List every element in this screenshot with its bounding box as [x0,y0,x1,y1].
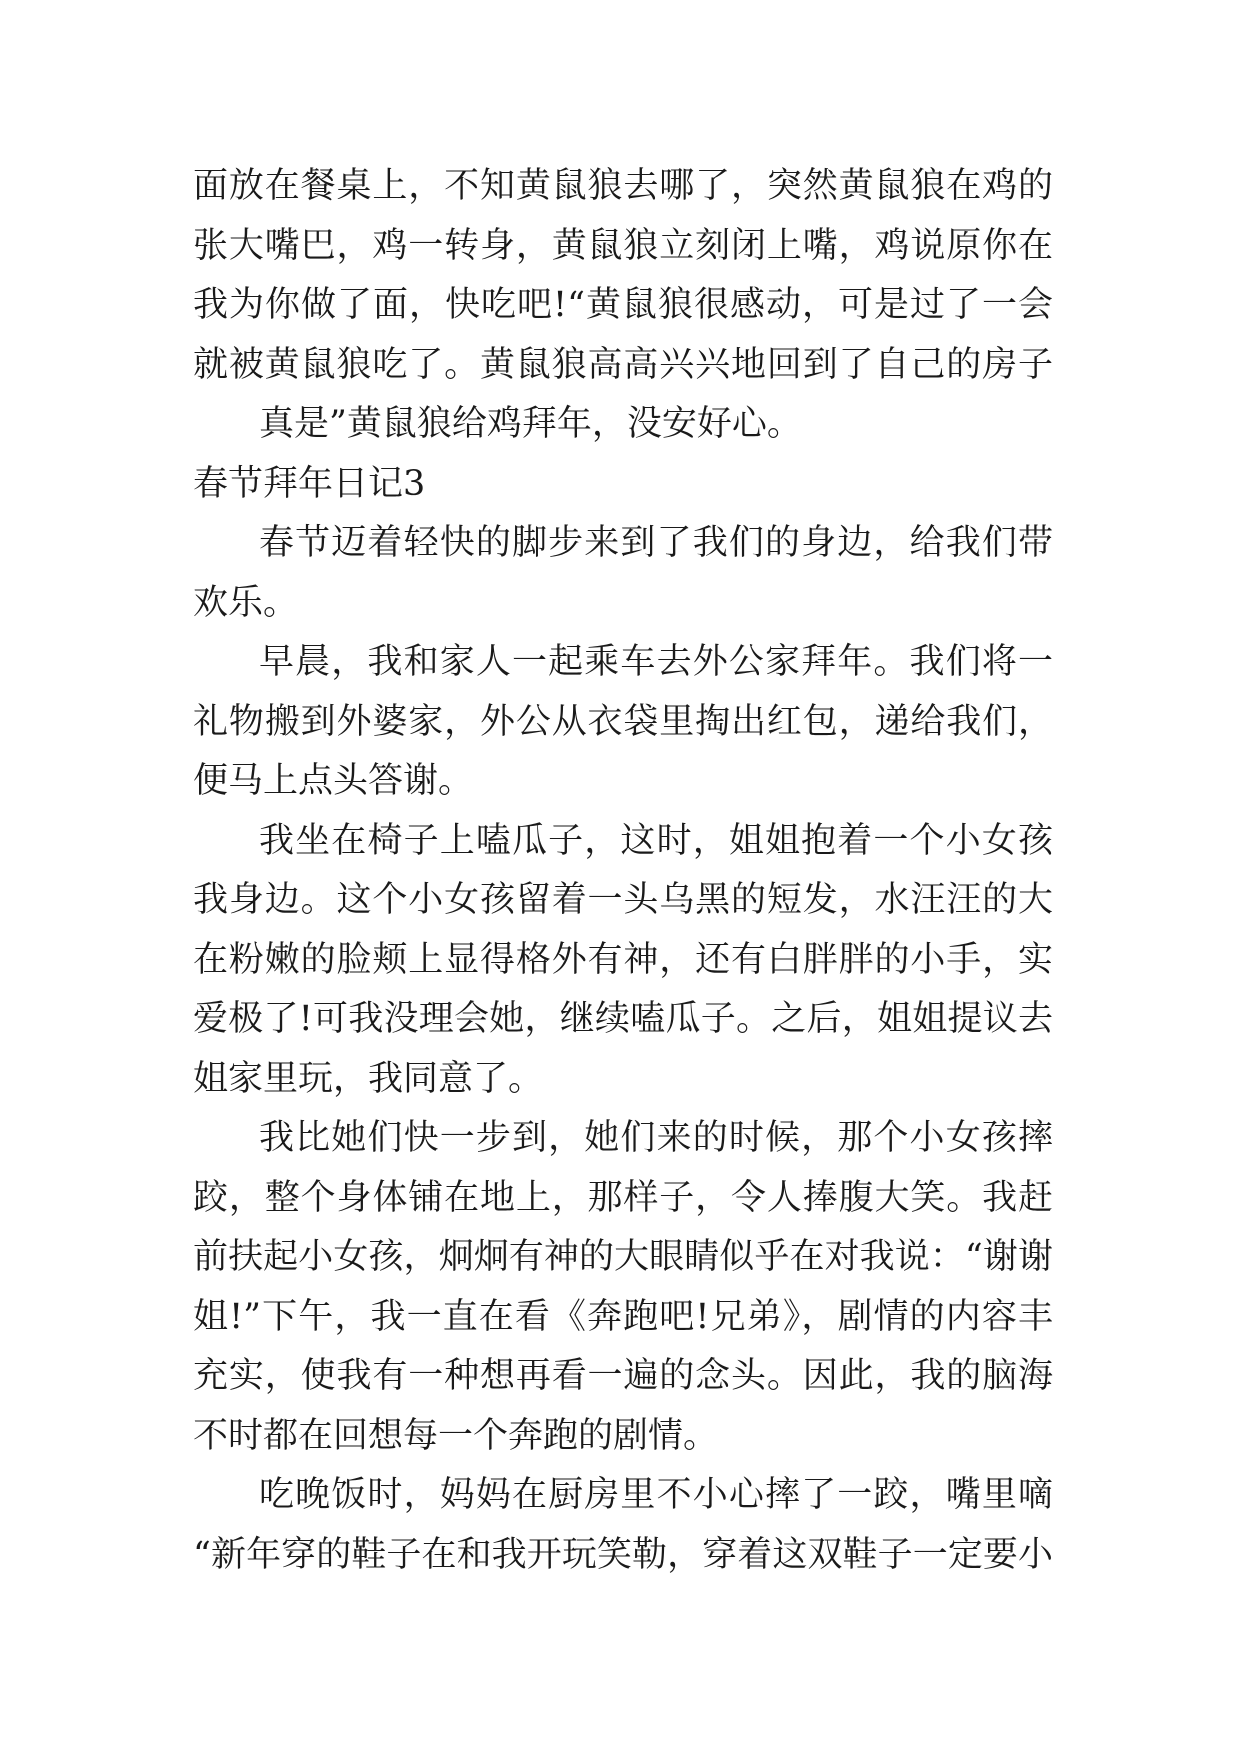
text-line: 姐家里玩，我同意了。 [193,1058,544,1099]
text-line: 充实，使我有一种想再看一遍的念头。因此，我的脑海 [193,1356,1053,1396]
text-line: 便马上点头答谢。 [193,761,474,801]
text-line: 爱极了!可我没理会她，继续嗑瓜子。之后，姐姐提议去 [193,999,1053,1039]
text-line: 早晨，我和家人一起乘车去外公家拜年。我们将一 [259,642,1053,682]
text-line: 不时都在回想每一个奔跑的剧情。 [193,1415,719,1456]
text-line: 礼物搬到外婆家，外公从衣袋里掏出红包，递给我们， [193,701,1053,742]
text-line: 前扶起小女孩，炯炯有神的大眼睛似乎在对我说：“谢谢 [193,1237,1053,1277]
text-line: 真是”黄鼠狼给鸡拜年，没安好心。 [259,404,802,444]
text-line: 我为你做了面，快吃吧!“黄鼠狼很感动，可是过了一会 [193,285,1053,325]
text-line: 就被黄鼠狼吃了。黄鼠狼高高兴兴地回到了自己的房子 [193,344,1053,385]
text-line: 春节迈着轻快的脚步来到了我们的身边，给我们带 [259,523,1053,563]
text-line: 面放在餐桌上，不知黄鼠狼去哪了，突然黄鼠狼在鸡的 [193,166,1053,206]
text-line: 我比她们快一步到，她们来的时候，那个小女孩摔 [259,1118,1053,1158]
text-line: 吃晚饭时，妈妈在厨房里不小心摔了一跤，嘴里嘀 [259,1475,1053,1515]
text-line: 我坐在椅子上嗑瓜子，这时，姐姐抱着一个小女孩 [259,820,1053,861]
text-line: 欢乐。 [193,582,299,623]
text-line: 张大嘴巴，鸡一转身，黄鼠狼立刻闭上嘴，鸡说原你在 [193,225,1053,266]
text-line: 姐!”下午，我一直在看《奔跑吧!兄弟》，剧情的内容丰 [193,1296,1053,1337]
document-body [193,157,1053,1585]
text-line: “新年穿的鞋子在和我开玩笑勒，穿着这双鞋子一定要小 [193,1534,1053,1575]
text-line: 在粉嫩的脸颊上显得格外有神，还有白胖胖的小手，实 [193,939,1053,980]
text-line: 我身边。这个小女孩留着一头乌黑的短发，水汪汪的大 [193,880,1053,920]
text-line: 跤，整个身体铺在地上，那样子，令人捧腹大笑。我赶 [193,1177,1053,1218]
section-heading: 春节拜年日记3 [193,463,426,504]
